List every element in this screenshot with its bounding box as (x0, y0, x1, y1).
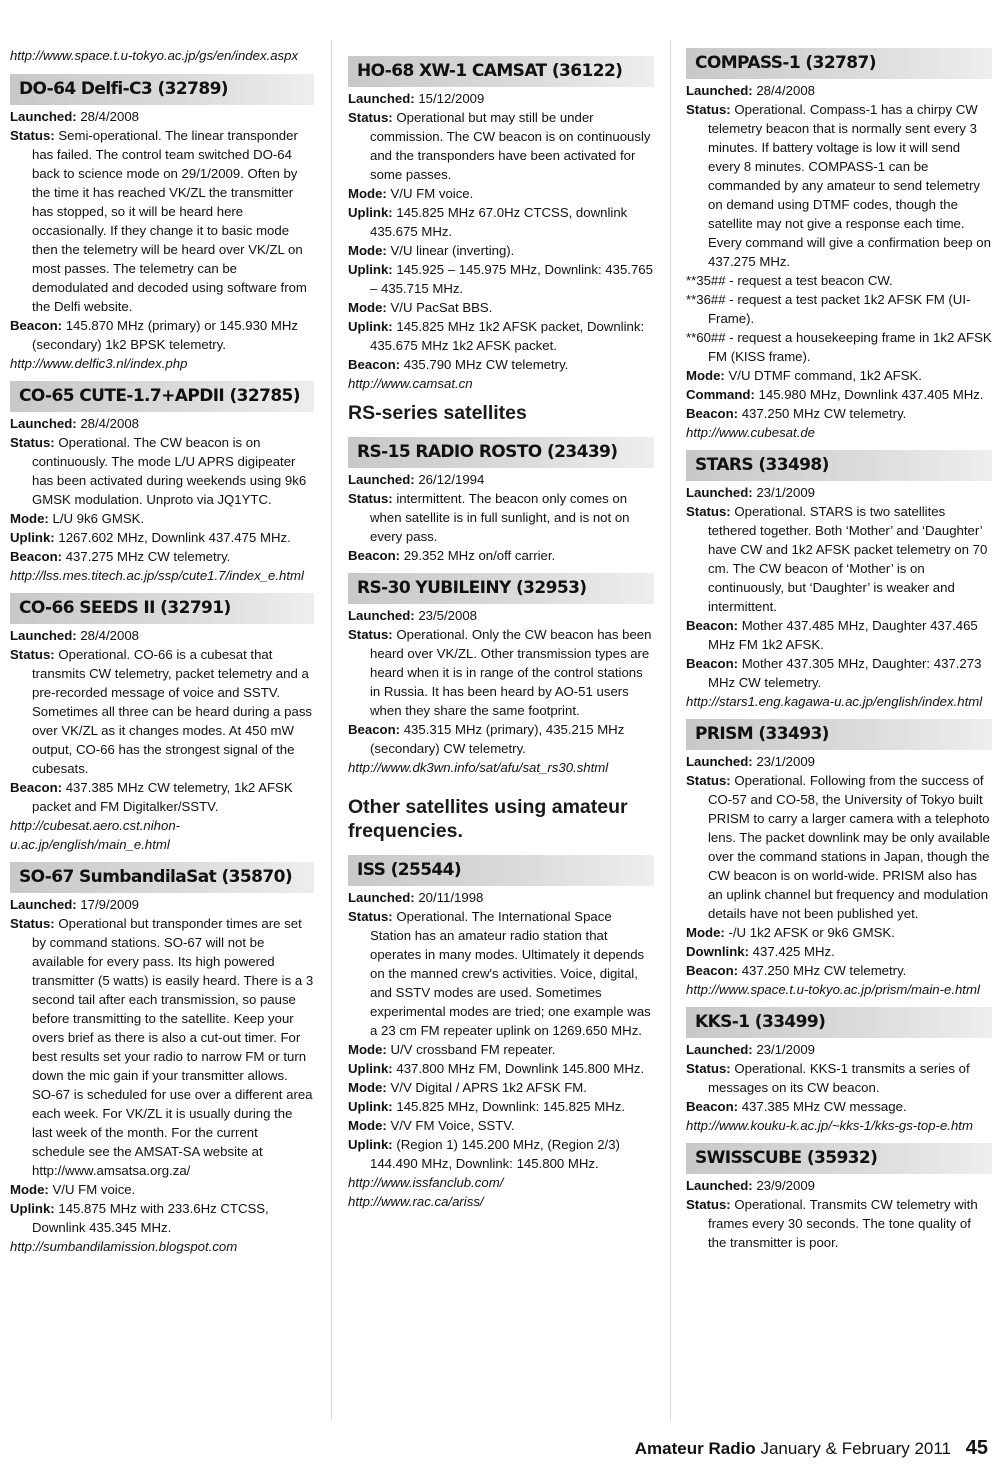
satellite-title: DO-64 Delfi-C3 (32789) (10, 74, 314, 105)
field-value: 145.980 MHz, Downlink 437.405 MHz. (754, 387, 984, 402)
spec-field (686, 1176, 992, 1195)
spec-field (10, 547, 314, 566)
field-value: 23/1/2009 (752, 485, 816, 500)
field-value: Operational. Compass-1 has a chirpy CW telemetry beacon that is normally sent every 3 minutes. If battery voltage is low it will send every 8 minutes. COMPASS-1 can be commanded by any amateur to send telemetry on demand using DTMF codes, though the satellite may not give a response each time. Every command will give a confirmation beep on 437.275 MHz. (708, 102, 991, 269)
field-label: Beacon: (10, 318, 63, 333)
mode-field (686, 366, 992, 385)
field-label: Uplink: (348, 262, 393, 277)
field-value: Operational. Following from the success of CO-57 and CO-58, the University of Tokyo built PRISM to carry a larger camera with a telephoto lens. The packet downlink may be only available over the command stations in Japan, though the CW beacon is on world-wide. PRISM also has an uplink channel but frequency and modulation details have not been published yet. (708, 773, 990, 921)
satellite-title: SO-67 SumbandilaSat (35870) (10, 862, 314, 893)
spec-field (10, 509, 314, 528)
spec-field (348, 907, 654, 1040)
spec-field (348, 355, 654, 374)
spec-field (686, 752, 992, 771)
field-label: Status: (348, 110, 393, 125)
field-label: Uplink: (348, 1061, 393, 1076)
satellite-title: COMPASS-1 (32787) (686, 48, 992, 79)
field-value: 437.425 MHz. (749, 944, 835, 959)
spec-field (348, 89, 654, 108)
satellite-title: CO-65 CUTE-1.7+APDII (32785) (10, 381, 314, 412)
field-label: Mode: (348, 300, 387, 315)
field-label: Beacon: (686, 618, 739, 633)
field-label: Mode: (348, 1118, 387, 1133)
field-label: Mode: (686, 925, 725, 940)
field-value: intermittent. The beacon only comes on when satellite is in full sunlight, and is not on every pass. (370, 491, 630, 544)
satellite-title: SWISSCUBE (35932) (686, 1143, 992, 1174)
spec-field (686, 654, 992, 692)
field-value: 145.875 MHz with 233.6Hz CTCSS, Downlink 435.345 MHz. (32, 1201, 269, 1235)
launched-field (686, 81, 992, 100)
field-value: V/U linear (inverting). (386, 243, 515, 258)
spec-field (686, 942, 992, 961)
field-label: Status: (10, 128, 55, 143)
field-value: 20/11/1998 (414, 890, 484, 905)
spec-field (348, 1097, 654, 1116)
field-value: 437.385 MHz CW telemetry, 1k2 AFSK packet and FM Digitalker/SSTV. (32, 780, 293, 814)
satellite-title: RS-15 RADIO ROSTO (23439) (348, 437, 654, 468)
website-url[interactable]: http://stars1.eng.kagawa-u.ac.jp/english/index.html (686, 694, 983, 709)
spec-field (10, 126, 314, 316)
field-label: Beacon: (10, 780, 63, 795)
field-value: Operational. The CW beacon is on continuously. The mode L/U APRS digipeater has been activated during weekends using 9k6 GMSK modulation. Unproto via JQ1YTC. (32, 435, 307, 507)
field-value: U/V crossband FM repeater. (386, 1042, 556, 1057)
website-url[interactable]: http://cubesat.aero.cst.nihon-u.ac.jp/english/main_e.html (10, 818, 181, 852)
spec-field (348, 184, 654, 203)
satellite-list (348, 56, 654, 393)
website-url[interactable]: http://www.rac.ca/ariss/ (348, 1194, 484, 1209)
field-value: Semi-operational. The linear transponder has failed. The control team switched DO-64 back to science mode on 29/1/2009. Often by the time it has reached VK/ZL the transmitter has stopped, so it will be heard here occasionally. If they change it to basic mode then the telemetry will be heard over VK/ZL on most passes. The telemetry can be demodulated and decoded using software from the Delfi website. (32, 128, 307, 314)
spec-field (348, 1078, 654, 1097)
field-value: V/U DTMF command, 1k2 AFSK. (724, 368, 922, 383)
field-value: 437.250 MHz CW telemetry. (738, 406, 907, 421)
field-label: Beacon: (686, 963, 739, 978)
satellite-title: PRISM (33493) (686, 719, 992, 750)
field-label: Status: (686, 1061, 731, 1076)
field-value: 26/12/1994 (414, 472, 485, 487)
satellite-entry (10, 862, 314, 1256)
field-label: Launched: (10, 109, 77, 124)
satellite-list (686, 450, 992, 1252)
field-label: Uplink: (348, 1099, 393, 1114)
spec-field (10, 778, 314, 816)
field-value: 437.250 MHz CW telemetry. (738, 963, 907, 978)
field-value: V/V Digital / APRS 1k2 AFSK FM. (386, 1080, 587, 1095)
field-value: Mother 437.485 MHz, Daughter 437.465 MHz FM 1k2 AFSK. (708, 618, 978, 652)
spec-field (10, 433, 314, 509)
spec-field (686, 1097, 992, 1116)
field-value: Operational. CO-66 is a cubesat that transmits CW telemetry, packet telemetry and a pre-recorded message of voice and SSTV. Sometimes all three can be heard during a pass over VK/ZL as it changes modes. At 450 mW output, CO-66 has the strongest signal of the cubesats. (32, 647, 313, 776)
field-label: Launched: (686, 1178, 753, 1193)
issue-date: January & February 2011 (760, 1439, 952, 1458)
field-label: Uplink: (348, 1137, 393, 1152)
spec-field (10, 895, 314, 914)
field-label: Beacon: (348, 722, 401, 737)
spec-field (348, 720, 654, 758)
spec-field (10, 528, 314, 547)
satellite-entry (686, 450, 992, 711)
spec-field (686, 502, 992, 616)
field-label: Uplink: (348, 205, 393, 220)
field-value: 23/5/2008 (414, 608, 478, 623)
spec-field (348, 888, 654, 907)
field-value: 28/4/2008 (76, 628, 140, 643)
field-label: Beacon: (348, 548, 401, 563)
website-url[interactable]: http://www.space.t.u-tokyo.ac.jp/prism/main-e.html (686, 982, 980, 997)
spec-field (10, 414, 314, 433)
field-label: Mode: (348, 1080, 387, 1095)
field-label: Uplink: (348, 319, 393, 334)
field-label: Launched: (348, 608, 415, 623)
field-value: V/U PacSat BBS. (386, 300, 493, 315)
field-label: Launched: (10, 416, 77, 431)
field-label: Mode: (10, 1182, 49, 1197)
field-label: Mode: (348, 1042, 387, 1057)
field-label: Launched: (348, 91, 415, 106)
satellite-entry (686, 1143, 992, 1252)
field-label: Beacon: (686, 1099, 739, 1114)
field-value: -/U 1k2 AFSK or 9k6 GMSK. (724, 925, 895, 940)
satellite-entry (686, 719, 992, 999)
field-value: Operational. Only the CW beacon has been heard over VK/ZL. Other transmission types are heard when it is in range of the control stations in Russia. It has been heard by AO-51 users when they share the same footprint. (370, 627, 652, 718)
field-label: Command: (686, 387, 755, 402)
field-value: 145.825 MHz, Downlink: 145.825 MHz. (392, 1099, 626, 1114)
column-3 (686, 48, 992, 1260)
field-label: Beacon: (348, 357, 401, 372)
field-label: Launched: (348, 472, 415, 487)
spec-field (348, 470, 654, 489)
command-field (686, 385, 992, 404)
spec-field (348, 546, 654, 565)
spec-field (686, 616, 992, 654)
spec-field (686, 1059, 992, 1097)
satellite-entry (348, 437, 654, 565)
spec-field (686, 1040, 992, 1059)
field-label: Uplink: (10, 530, 55, 545)
field-value: 28/4/2008 (76, 416, 140, 431)
spec-field (10, 1180, 314, 1199)
satellite-entry-compass (686, 48, 992, 442)
spec-field (348, 108, 654, 184)
field-value: Operational. STARS is two satellites tethered together. Both ‘Mother’ and ‘Daughter’ have CW and 1k2 AFSK packet telemetry on 70 cm. The CW beacon of ‘Mother’ is on continuously, but ‘Daughter’ is weaker and intermittent. (708, 504, 988, 614)
section-heading-other: Other satellites using amateur frequencies. (348, 796, 628, 842)
column-2 (348, 56, 654, 1219)
website-url[interactable]: http://www.issfanclub.com/ (348, 1175, 504, 1190)
spec-field (348, 260, 654, 298)
field-label: Launched: (686, 83, 753, 98)
field-value: Mother 437.305 MHz, Daughter: 437.273 MHz CW telemetry. (708, 656, 982, 690)
field-label: Beacon: (686, 656, 739, 671)
website-url[interactable]: http://www.dk3wn.info/sat/afu/sat_rs30.shtml (348, 760, 609, 775)
status-field (686, 100, 992, 271)
field-label: Launched: (10, 897, 77, 912)
field-value: 28/4/2008 (752, 83, 816, 98)
satellite-entry (10, 381, 314, 585)
field-value: Operational. The International Space Station has an amateur radio station that operates in many modes. Ultimately it depends on the manned crew's activities. Voice, digital, and SSTV modes are used. Sometimes experimental modes are tried; one example was a 23 cm FM repeater uplink on 1269.650 MHz. (370, 909, 651, 1038)
satellite-entry (10, 593, 314, 854)
field-label: Status: (686, 773, 731, 788)
field-value: (Region 1) 145.200 MHz, (Region 2/3) 144.490 MHz, Downlink: 145.800 MHz. (370, 1137, 620, 1171)
satellite-title: ISS (25544) (348, 855, 654, 886)
satellite-title: HO-68 XW-1 CAMSAT (36122) (348, 56, 654, 87)
spec-field (348, 625, 654, 720)
field-value: 437.800 MHz FM, Downlink 145.800 MHz. (392, 1061, 645, 1076)
spec-field (348, 489, 654, 546)
field-label: Downlink: (686, 944, 750, 959)
page-footer (635, 1437, 988, 1460)
field-label: Mode: (348, 186, 387, 201)
field-label: Mode: (686, 368, 725, 383)
section-heading-rs: RS-series satellites (348, 402, 527, 424)
field-label: Status: (10, 647, 55, 662)
field-label: Launched: (348, 890, 415, 905)
satellite-entry (348, 56, 654, 393)
field-value: 29.352 MHz on/off carrier. (400, 548, 556, 563)
spec-field (686, 961, 992, 980)
website-url[interactable]: http://lss.mes.titech.ac.jp/ssp/cute1.7/index_e.html (10, 568, 304, 583)
field-value: Operational but transponder times are set by command stations. SO-67 will not be available for every pass. Its high powered transmitter (5 watts) is easily heard. There is a 3 second tail after each transmission, so pause before transmitting to the satellite. Keep your overs brief as there is also a cut-out timer. For best results set your radio to narrow FM or turn down the mic gain if your transmitter allows. SO-67 is scheduled for use over a different area each week. For VK/ZL it is usually during the last week of the month. For the current schedule see the AMSAT-SA website at http://www.amsatsa.org.za/ (32, 916, 314, 1178)
field-value: L/U 9k6 GMSK. (48, 511, 145, 526)
satellite-entry (348, 855, 654, 1211)
spec-field (10, 914, 314, 1180)
spec-field (348, 317, 654, 355)
website-url[interactable]: http://www.delfic3.nl/index.php (10, 356, 188, 371)
spec-field (348, 298, 654, 317)
field-label: Launched: (686, 1042, 753, 1057)
field-value: Operational. KKS-1 transmits a series of messages on its CW beacon. (708, 1061, 970, 1095)
spec-field (348, 241, 654, 260)
website-url[interactable]: http://www.space.t.u-tokyo.ac.jp/gs/en/index.aspx (10, 48, 299, 63)
satellite-title: RS-30 YUBILEINY (32953) (348, 573, 654, 604)
satellite-entry (10, 74, 314, 373)
field-value: 23/9/2009 (752, 1178, 816, 1193)
page-number: 45 (965, 1437, 988, 1459)
field-value: 15/12/2009 (414, 91, 485, 106)
spec-field (10, 316, 314, 354)
satellite-entry (348, 573, 654, 777)
field-value: V/V FM Voice, SSTV. (386, 1118, 515, 1133)
field-value: V/U FM voice. (386, 186, 474, 201)
satellite-list (10, 74, 314, 1256)
spec-field (348, 1116, 654, 1135)
field-label: Status: (348, 491, 393, 506)
field-label: Launched: (686, 485, 753, 500)
field-label: Status: (10, 916, 55, 931)
field-value: 23/1/2009 (752, 754, 816, 769)
beacon-field (686, 404, 992, 423)
field-label: Status: (10, 435, 55, 450)
field-value: 145.870 MHz (primary) or 145.930 MHz (secondary) 1k2 BPSK telemetry. (32, 318, 299, 352)
spec-field (686, 923, 992, 942)
column-divider (331, 40, 332, 1420)
column-divider (670, 40, 671, 1420)
field-value: 1267.602 MHz, Downlink 437.475 MHz. (54, 530, 291, 545)
website-url[interactable]: http://www.cubesat.de (686, 425, 816, 440)
field-label: Status: (686, 1197, 731, 1212)
satellite-title: STARS (33498) (686, 450, 992, 481)
field-value: 17/9/2009 (76, 897, 140, 912)
magazine-name: Amateur Radio (634, 1439, 756, 1458)
field-value: 28/4/2008 (76, 109, 140, 124)
satellite-entry (686, 1007, 992, 1135)
satellite-list (348, 437, 654, 777)
spec-field (348, 1059, 654, 1078)
field-value: 145.925 – 145.975 MHz, Downlink: 435.765 – 435.715 MHz. (370, 262, 653, 296)
field-value: 145.825 MHz 1k2 AFSK packet, Downlink: 435.675 MHz 1k2 AFSK packet. (370, 319, 645, 353)
spec-field (10, 626, 314, 645)
field-label: Beacon: (686, 406, 739, 421)
spec-field (348, 606, 654, 625)
field-label: Uplink: (10, 1201, 55, 1216)
field-label: Status: (686, 102, 731, 117)
spec-field (686, 483, 992, 502)
spec-field (10, 645, 314, 778)
spec-field (348, 1040, 654, 1059)
field-value: 437.275 MHz CW telemetry. (62, 549, 231, 564)
field-value: Operational but may still be under commission. The CW beacon is on continuously and the transponders have been activated for some passes. (370, 110, 651, 182)
spec-field (686, 771, 992, 923)
satellite-title: CO-66 SEEDS II (32791) (10, 593, 314, 624)
field-label: Status: (348, 627, 393, 642)
field-value: 145.825 MHz 67.0Hz CTCSS, downlink 435.675 MHz. (370, 205, 628, 239)
field-value: V/U FM voice. (48, 1182, 136, 1197)
spec-field (348, 203, 654, 241)
dtmf-command: **36## - request a test packet 1k2 AFSK FM (UI-Frame). (686, 292, 971, 326)
field-value: Operational. Transmits CW telemetry with frames every 30 seconds. The tone quality of the transmitter is poor. (708, 1197, 978, 1250)
spec-field (10, 1199, 314, 1237)
satellite-title: KKS-1 (33499) (686, 1007, 992, 1038)
field-value: 435.790 MHz CW telemetry. (400, 357, 569, 372)
website-url[interactable]: http://www.camsat.cn (348, 376, 473, 391)
field-label: Beacon: (10, 549, 63, 564)
column-1 (10, 46, 314, 1264)
field-label: Launched: (10, 628, 77, 643)
field-label: Launched: (686, 754, 753, 769)
field-label: Status: (348, 909, 393, 924)
field-label: Status: (686, 504, 731, 519)
spec-field (10, 107, 314, 126)
dtmf-command: **60## - request a housekeeping frame in 1k2 AFSK FM (KISS frame). (686, 330, 992, 364)
website-url[interactable]: http://sumbandilamission.blogspot.com (10, 1239, 238, 1254)
satellite-list (348, 855, 654, 1211)
field-value: 437.385 MHz CW message. (738, 1099, 907, 1114)
website-url[interactable]: http://www.kouku-k.ac.jp/~kks-1/kks-gs-top-e.htm (686, 1118, 973, 1133)
field-value: 23/1/2009 (752, 1042, 816, 1057)
spec-field (686, 1195, 992, 1252)
field-label: Mode: (348, 243, 387, 258)
dtmf-command: **35## - request a test beacon CW. (686, 273, 893, 288)
field-value: 435.315 MHz (primary), 435.215 MHz (secondary) CW telemetry. (370, 722, 625, 756)
field-label: Mode: (10, 511, 49, 526)
spec-field (348, 1135, 654, 1173)
